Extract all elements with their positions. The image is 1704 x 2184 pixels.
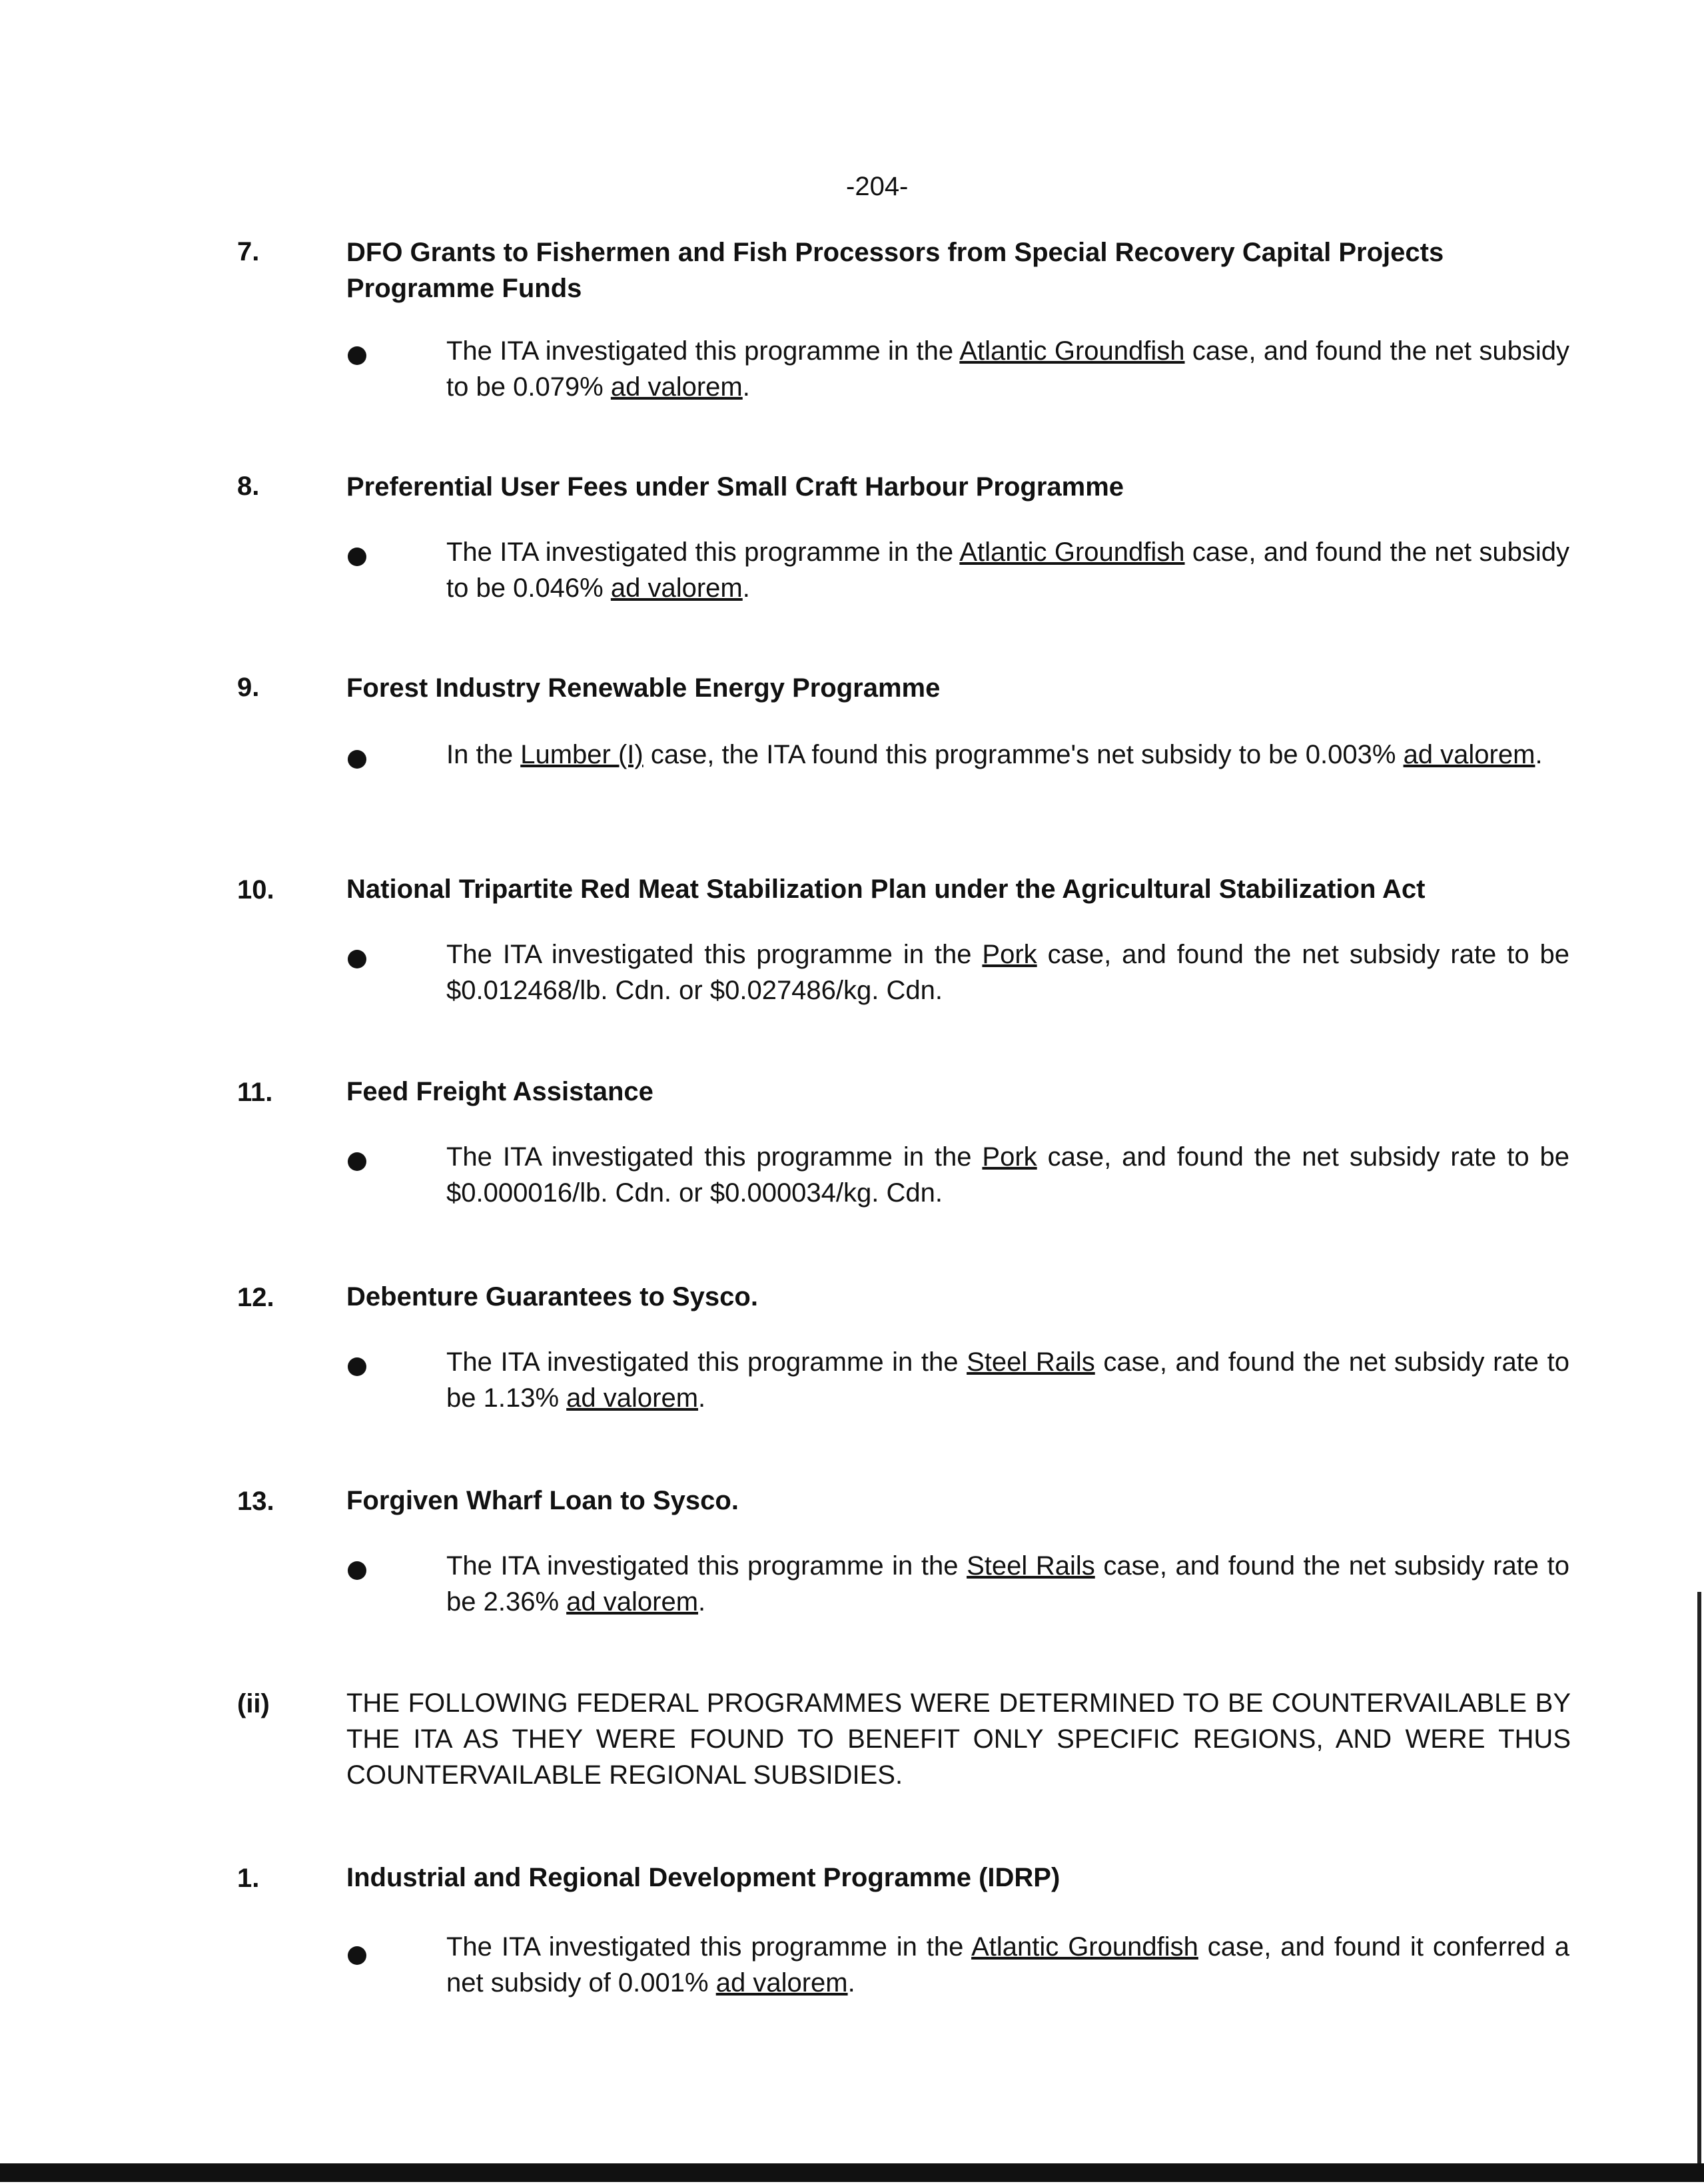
page-edge-shadow	[1697, 1592, 1701, 2171]
item-number: 9.	[237, 673, 260, 702]
item-number: 10.	[237, 875, 274, 905]
item-finding: The ITA investigated this programme in the Atlantic Groundfish case, and found the net subsidy to be 0.046% ad valorem.	[446, 538, 1569, 603]
bullet-icon	[348, 750, 366, 769]
bullet-icon	[348, 547, 366, 566]
item-number: 8.	[237, 472, 260, 501]
item-title: Forgiven Wharf Loan to Sysco.	[346, 1486, 739, 1515]
bullet-icon	[348, 1561, 366, 1580]
item-title: Debenture Guarantees to Sysco.	[346, 1282, 758, 1311]
bottom-border	[0, 2163, 1704, 2182]
item-title: National Tripartite Red Meat Stabilization Plan under the Agricultural Stabilization Act	[346, 875, 1426, 904]
bullet-icon	[348, 1152, 366, 1171]
page-number: -204-	[846, 172, 909, 201]
item-number: 7.	[237, 237, 260, 266]
part-ii-statement: THE FOLLOWING FEDERAL PROGRAMMES WERE DETERMINED TO BE COUNTERVAILABLE BY THE ITA AS THEY WERE FOUND TO BENEFIT ONLY SPECIFIC REGIONS, AND WERE THUS COUNTERVAILABLE REGIONAL SUBSIDIES.	[346, 1688, 1571, 1790]
item-finding: The ITA investigated this programme in the Pork case, and found the net subsidy rate to be $0.012468/lb. Cdn. or $0.027486/kg. Cdn.	[446, 940, 1569, 1005]
item-number: 13.	[237, 1487, 274, 1516]
item-finding: The ITA investigated this programme in the Steel Rails case, and found the net subsidy rate to be 1.13% ad valorem.	[446, 1347, 1569, 1413]
item-title: Forest Industry Renewable Energy Programme	[346, 673, 941, 703]
item-finding: The ITA investigated this programme in the Atlantic Groundfish case, and found the net subsidy to be 0.079% ad valorem.	[446, 336, 1569, 402]
item-finding: In the Lumber (I) case, the ITA found this programme's net subsidy to be 0.003% ad valorem.	[446, 740, 1543, 769]
item-title: Industrial and Regional Development Programme (IDRP)	[346, 1863, 1061, 1892]
item-title: DFO Grants to Fishermen and Fish Processors from Special Recovery Capital Projects Programme Funds	[346, 238, 1444, 303]
item-number: 12.	[237, 1283, 274, 1312]
bullet-icon	[348, 950, 366, 968]
bullet-icon	[348, 1357, 366, 1376]
item-title: Feed Freight Assistance	[346, 1077, 653, 1106]
item-finding: The ITA investigated this programme in the Steel Rails case, and found the net subsidy rate to be 2.36% ad valorem.	[446, 1551, 1569, 1617]
part-label: (ii)	[237, 1689, 270, 1718]
bullet-icon	[348, 346, 366, 365]
item-finding: The ITA investigated this programme in the Atlantic Groundfish case, and found it conferred a net subsidy of 0.001% ad valorem.	[446, 1932, 1569, 1998]
item-number: 1.	[237, 1864, 260, 1893]
item-number: 11.	[237, 1078, 273, 1107]
item-title: Preferential User Fees under Small Craft Harbour Programme	[346, 472, 1124, 502]
bullet-icon	[348, 1946, 366, 1965]
item-finding: The ITA investigated this programme in the Pork case, and found the net subsidy rate to be $0.000016/lb. Cdn. or $0.000034/kg. Cdn.	[446, 1142, 1569, 1208]
